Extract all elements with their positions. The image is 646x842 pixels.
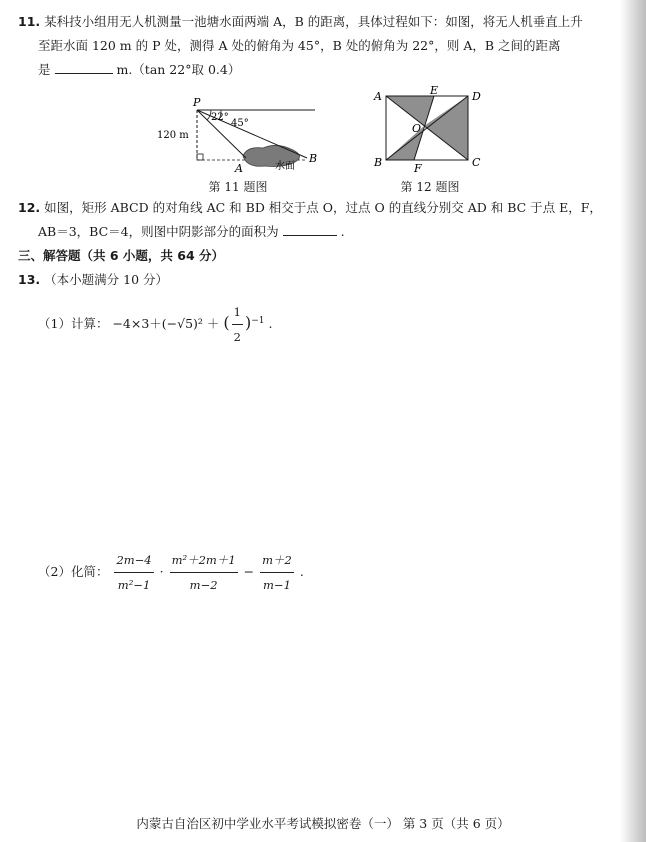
q12-text-line2-post: . [340, 224, 345, 239]
fig12-caption: 第 12 题图 [400, 180, 460, 194]
q13-part1-frac-num: 1 [232, 300, 243, 325]
q13-number: 13. [18, 272, 41, 287]
q13-part1: （1）计算： −4×3＋(−√5)² ＋ ( $\frac{1}{2}$ )$^{-1}$ . [38, 300, 272, 349]
q13-part2-fraction-2 [170, 548, 238, 597]
fig12-label-D: D [472, 90, 481, 103]
fig12-label-A: A [374, 90, 382, 103]
q11-line1 [18, 14, 583, 30]
q13-part2-label: （2）化简： [38, 564, 109, 579]
fig12-label-F: F [414, 162, 422, 174]
q13-part2-minus: − [243, 564, 255, 579]
q13-part1-frac-den: 2 [233, 330, 241, 344]
page-edge-shadow [620, 0, 646, 842]
fig11-label-height: 120 m [157, 130, 189, 141]
fig11-caption: 第 11 题图 [208, 180, 268, 194]
q12-number: 12. [18, 200, 41, 215]
q11-number: 11. [18, 14, 41, 29]
q13-part2-dot: · [159, 564, 164, 579]
q11-text-line3-pre: 是 [38, 62, 51, 77]
q13-part2-f2-num: m²＋2m＋1 [170, 548, 238, 573]
q13-header [18, 272, 168, 288]
q11-line3 [38, 62, 240, 78]
fig12-label-O: O [412, 122, 422, 135]
q11-text-line2: 至距水面 120 m 的 P 处，测得 A 处的俯角为 45°，B 处的俯角为 22°，则 A，B 之间的距离 [38, 38, 561, 53]
q13-part2-end: . [299, 564, 304, 579]
fig11-label-angle45: 45° [231, 118, 249, 129]
q11-answer-blank[interactable] [55, 73, 113, 74]
section3-heading: 三、解答题（共 6 小题，共 64 分） [18, 248, 225, 263]
fig12-label-B: B [374, 156, 383, 169]
q13-part2-f3-den: m−1 [263, 578, 291, 592]
fig12-label-E: E [430, 86, 439, 97]
q11-text-line3-post: m.（tan 22°取 0.4） [116, 62, 241, 77]
fig11-label-B: B [309, 152, 318, 165]
q13-part1-label: （1）计算： [38, 316, 109, 331]
q12-text-line2: AB＝3，BC＝4，则图中阴影部分的面积为 [38, 224, 279, 239]
q13-intro: （本小题满分 10 分） [44, 272, 168, 287]
q12-line2 [38, 224, 345, 240]
q13-part2-f2-den: m−2 [189, 578, 218, 592]
fig11-label-P: P [193, 96, 201, 109]
q13-part1-exponent: −1 [251, 315, 265, 326]
q13-part2-fraction-3 [260, 548, 294, 597]
fig11-label-angle22: 22° [211, 112, 229, 123]
fig11-label-water: 水面 [275, 161, 295, 172]
q13-part2-f1-den: m²−1 [117, 578, 151, 592]
q11-text-line1: 某科技小组用无人机测量一池塘水面两端 A，B 的距离，具体过程如下：如图，将无人机垂直上升 [44, 14, 583, 29]
figure-12-diagram [370, 86, 490, 174]
q12-text-line1: 如图，矩形 ABCD 的对角线 AC 和 BD 相交于点 O，过点 O 的直线分别交 AD 和 BC 于点 E，F， [44, 200, 602, 215]
q13-part1-fraction [232, 300, 243, 349]
q13-part2 [38, 548, 304, 597]
fig11-label-A: A [235, 162, 243, 175]
q13-part2-f3-num: m＋2 [260, 548, 294, 573]
fig12-label-C: C [472, 156, 481, 169]
q13-part2-fraction-1 [114, 548, 153, 597]
q12-answer-blank[interactable] [283, 235, 337, 236]
q13-part2-f1-num: 2m−4 [114, 548, 153, 573]
page-footer: 内蒙古自治区初中学业水平考试模拟密卷（一） 第 3 页（共 6 页） [136, 816, 510, 831]
q13-part1-expr: −4×3＋(−√5)² ＋ [112, 316, 220, 331]
q13-part1-end: . [268, 316, 273, 331]
figure-11-diagram [155, 92, 325, 182]
q12-line1 [18, 200, 602, 216]
